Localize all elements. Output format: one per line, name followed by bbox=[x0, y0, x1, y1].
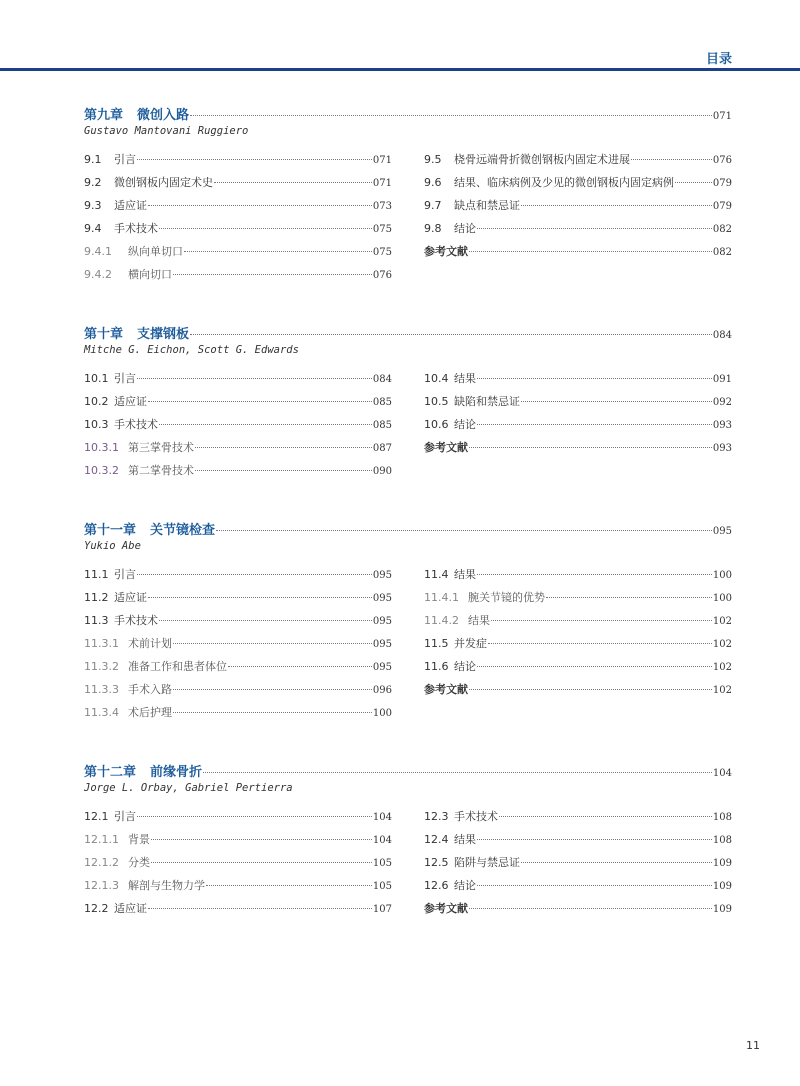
dot-leader bbox=[173, 643, 372, 644]
dot-leader bbox=[195, 447, 372, 448]
section-number: 10.5 bbox=[424, 395, 449, 408]
toc-entry[interactable] bbox=[424, 220, 732, 243]
section-number: 11.3 bbox=[84, 614, 109, 627]
dot-leader bbox=[631, 159, 712, 160]
toc-entry[interactable] bbox=[424, 566, 732, 589]
toc-entry[interactable] bbox=[424, 393, 732, 416]
dot-leader bbox=[159, 424, 372, 425]
section-page: 079 bbox=[712, 201, 732, 212]
section-title: 手术技术 bbox=[454, 810, 498, 823]
dot-leader bbox=[491, 620, 712, 621]
chapter-heading[interactable] bbox=[84, 104, 732, 122]
toc-entry[interactable] bbox=[424, 197, 732, 220]
section-page: 104 bbox=[372, 812, 392, 823]
section-number: 9.8 bbox=[424, 222, 442, 235]
toc-entry[interactable] bbox=[84, 900, 392, 923]
dot-leader bbox=[137, 378, 372, 379]
dot-leader bbox=[228, 666, 372, 667]
section-title: 并发症 bbox=[454, 637, 487, 650]
section-number: 12.3 bbox=[424, 810, 449, 823]
section-page: 075 bbox=[372, 247, 392, 258]
chapter-title: 支撑钢板 bbox=[137, 327, 190, 342]
section-number: 11.2 bbox=[84, 591, 109, 604]
section-page: 095 bbox=[372, 616, 392, 627]
section-page: 075 bbox=[372, 224, 392, 235]
dot-leader bbox=[137, 816, 372, 817]
chapter-authors: Gustavo Mantovani Ruggiero bbox=[84, 125, 249, 137]
dot-leader bbox=[137, 159, 372, 160]
toc-entry[interactable] bbox=[424, 635, 732, 658]
section-number: 11.3.2 bbox=[84, 660, 119, 673]
section-title: 适应证 bbox=[114, 902, 147, 915]
chapter-authors: Jorge L. Orbay, Gabriel Pertierra bbox=[84, 782, 293, 794]
section-number: 11.3.4 bbox=[84, 706, 119, 719]
section-title: 引言 bbox=[114, 372, 136, 385]
chapter-title: 微创入路 bbox=[137, 108, 190, 123]
dot-leader bbox=[173, 712, 372, 713]
section-number: 10.3 bbox=[84, 418, 109, 431]
section-title: 缺点和禁忌证 bbox=[454, 199, 520, 212]
section-page: 100 bbox=[712, 570, 732, 581]
section-page: 076 bbox=[712, 155, 732, 166]
chapter-title: 前缘骨折 bbox=[150, 765, 203, 780]
toc-entry[interactable] bbox=[84, 566, 392, 589]
section-page: 085 bbox=[372, 420, 392, 431]
section-page: 093 bbox=[712, 420, 732, 431]
section-title: 第三掌骨技术 bbox=[128, 441, 194, 454]
toc-entry[interactable] bbox=[424, 808, 732, 831]
section-title: 引言 bbox=[114, 153, 136, 166]
dot-leader bbox=[477, 885, 712, 886]
section-page: 108 bbox=[712, 812, 732, 823]
section-title: 结论 bbox=[454, 879, 476, 892]
section-page: 109 bbox=[712, 904, 732, 915]
dot-leader bbox=[521, 205, 712, 206]
toc-column-right bbox=[424, 566, 732, 727]
dot-leader bbox=[214, 182, 372, 183]
dot-leader bbox=[184, 251, 372, 252]
dot-leader bbox=[216, 530, 712, 531]
section-page: 102 bbox=[712, 616, 732, 627]
dot-leader bbox=[675, 182, 712, 183]
section-title: 横向切口 bbox=[128, 268, 172, 281]
chapter-heading[interactable] bbox=[84, 323, 732, 341]
section-title: 桡骨远端骨折微创钢板内固定术进展 bbox=[454, 153, 630, 166]
chapter-number: 第十一章 bbox=[84, 523, 137, 538]
section-title: 引言 bbox=[114, 568, 136, 581]
section-title: 手术入路 bbox=[128, 683, 172, 696]
toc-entry[interactable] bbox=[84, 808, 392, 831]
section-title: 手术技术 bbox=[114, 418, 158, 431]
chapter-authors: Yukio Abe bbox=[84, 540, 141, 552]
section-number: 10.2 bbox=[84, 395, 109, 408]
section-title: 陷阱与禁忌证 bbox=[454, 856, 520, 869]
chapter-page: 071 bbox=[712, 111, 732, 122]
section-number: 12.1.3 bbox=[84, 879, 119, 892]
section-title: 手术技术 bbox=[114, 614, 158, 627]
section-number: 9.5 bbox=[424, 153, 442, 166]
section-title: 参考文献 bbox=[424, 441, 468, 454]
section-number: 11.3.3 bbox=[84, 683, 119, 696]
dot-leader bbox=[173, 689, 372, 690]
toc-entry[interactable] bbox=[84, 704, 392, 727]
toc-entry[interactable] bbox=[424, 370, 732, 393]
toc-column-left bbox=[84, 808, 392, 923]
section-title: 参考文献 bbox=[424, 902, 468, 915]
dot-leader bbox=[521, 862, 712, 863]
dot-leader bbox=[469, 689, 712, 690]
section-number: 11.1 bbox=[84, 568, 109, 581]
section-number: 11.5 bbox=[424, 637, 449, 650]
section-title: 结果、临床病例及少见的微创钢板内固定病例 bbox=[454, 176, 674, 189]
section-page: 076 bbox=[372, 270, 392, 281]
section-title: 参考文献 bbox=[424, 245, 468, 258]
dot-leader bbox=[148, 597, 372, 598]
section-title: 适应证 bbox=[114, 199, 147, 212]
dot-leader bbox=[477, 574, 712, 575]
toc-entry[interactable] bbox=[424, 658, 732, 681]
chapter-block bbox=[84, 519, 732, 727]
section-title: 参考文献 bbox=[424, 683, 468, 696]
toc-entry[interactable] bbox=[84, 462, 392, 485]
toc-column-right bbox=[424, 370, 732, 485]
section-title: 结果 bbox=[454, 568, 476, 581]
section-page: 084 bbox=[372, 374, 392, 385]
toc-entry[interactable] bbox=[84, 220, 392, 243]
toc-column-left bbox=[84, 370, 392, 485]
section-page: 109 bbox=[712, 858, 732, 869]
section-page: 087 bbox=[372, 443, 392, 454]
toc-entry[interactable] bbox=[84, 612, 392, 635]
toc-column-right bbox=[424, 808, 732, 923]
dot-leader bbox=[469, 908, 712, 909]
dot-leader bbox=[159, 620, 372, 621]
chapter-heading[interactable] bbox=[84, 519, 732, 537]
toc-entry[interactable] bbox=[424, 831, 732, 854]
section-title: 准备工作和患者体位 bbox=[128, 660, 227, 673]
dot-leader bbox=[546, 597, 712, 598]
section-page: 071 bbox=[372, 155, 392, 166]
toc-entry[interactable] bbox=[424, 416, 732, 439]
section-page: 095 bbox=[372, 593, 392, 604]
section-number: 12.6 bbox=[424, 879, 449, 892]
section-title: 纵向单切口 bbox=[128, 245, 183, 258]
chapter-block bbox=[84, 104, 732, 289]
section-number: 11.6 bbox=[424, 660, 449, 673]
section-number: 12.2 bbox=[84, 902, 109, 915]
dot-leader bbox=[203, 772, 712, 773]
section-page: 095 bbox=[372, 570, 392, 581]
toc-entry[interactable] bbox=[84, 151, 392, 174]
section-title: 结果 bbox=[468, 614, 490, 627]
chapter-page: 095 bbox=[712, 526, 732, 537]
section-number: 9.7 bbox=[424, 199, 442, 212]
section-page: 091 bbox=[712, 374, 732, 385]
section-page: 105 bbox=[372, 858, 392, 869]
chapter-block bbox=[84, 323, 732, 485]
toc-entry[interactable] bbox=[424, 589, 732, 612]
toc-entry[interactable] bbox=[424, 612, 732, 635]
toc-entry[interactable] bbox=[84, 416, 392, 439]
section-number: 10.1 bbox=[84, 372, 109, 385]
section-title: 第二掌骨技术 bbox=[128, 464, 194, 477]
dot-leader bbox=[477, 424, 712, 425]
section-number: 9.4.1 bbox=[84, 245, 112, 258]
section-page: 095 bbox=[372, 662, 392, 673]
section-title: 手术技术 bbox=[114, 222, 158, 235]
references-entry[interactable] bbox=[424, 439, 732, 462]
dot-leader bbox=[151, 839, 372, 840]
section-page: 071 bbox=[372, 178, 392, 189]
dot-leader bbox=[137, 574, 372, 575]
section-number: 11.4 bbox=[424, 568, 449, 581]
toc-entry[interactable] bbox=[84, 197, 392, 220]
toc-column-left bbox=[84, 566, 392, 727]
dot-leader bbox=[195, 470, 372, 471]
references-entry[interactable] bbox=[424, 900, 732, 923]
dot-leader bbox=[173, 274, 372, 275]
chapter-number: 第九章 bbox=[84, 108, 124, 123]
section-page: 073 bbox=[372, 201, 392, 212]
section-number: 12.4 bbox=[424, 833, 449, 846]
section-page: 092 bbox=[712, 397, 732, 408]
section-page: 104 bbox=[372, 835, 392, 846]
section-title: 微创钢板内固定术史 bbox=[114, 176, 213, 189]
toc-entry[interactable] bbox=[84, 589, 392, 612]
section-number: 11.3.1 bbox=[84, 637, 119, 650]
section-title: 结果 bbox=[454, 833, 476, 846]
dot-leader bbox=[499, 816, 712, 817]
chapter-page: 084 bbox=[712, 330, 732, 341]
dot-leader bbox=[469, 251, 712, 252]
section-title: 引言 bbox=[114, 810, 136, 823]
section-number: 10.6 bbox=[424, 418, 449, 431]
dot-leader bbox=[190, 334, 712, 335]
page-number: 11 bbox=[746, 1039, 760, 1052]
section-number: 10.3.1 bbox=[84, 441, 119, 454]
section-page: 102 bbox=[712, 662, 732, 673]
toc-column-left bbox=[84, 151, 392, 289]
toc-entry[interactable] bbox=[84, 174, 392, 197]
chapter-page: 104 bbox=[712, 768, 732, 779]
dot-leader bbox=[148, 401, 372, 402]
dot-leader bbox=[206, 885, 372, 886]
section-title: 结论 bbox=[454, 660, 476, 673]
section-number: 9.1 bbox=[84, 153, 102, 166]
section-page: 079 bbox=[712, 178, 732, 189]
section-page: 102 bbox=[712, 685, 732, 696]
dot-leader bbox=[148, 205, 372, 206]
section-number: 9.4 bbox=[84, 222, 102, 235]
toc-entry[interactable] bbox=[424, 877, 732, 900]
references-entry[interactable] bbox=[424, 243, 732, 266]
section-title: 术后护理 bbox=[128, 706, 172, 719]
section-title: 术前计划 bbox=[128, 637, 172, 650]
dot-leader bbox=[477, 228, 712, 229]
dot-leader bbox=[151, 862, 372, 863]
toc-entry[interactable] bbox=[84, 439, 392, 462]
section-title: 目录 bbox=[705, 52, 732, 67]
chapter-heading[interactable] bbox=[84, 761, 732, 779]
section-title: 解剖与生物力学 bbox=[128, 879, 205, 892]
section-number: 12.5 bbox=[424, 856, 449, 869]
section-number: 10.3.2 bbox=[84, 464, 119, 477]
section-title: 腕关节镜的优势 bbox=[468, 591, 545, 604]
section-page: 082 bbox=[712, 224, 732, 235]
section-number: 9.2 bbox=[84, 176, 102, 189]
section-number: 11.4.1 bbox=[424, 591, 459, 604]
dot-leader bbox=[477, 839, 712, 840]
section-number: 11.4.2 bbox=[424, 614, 459, 627]
toc-entry[interactable] bbox=[84, 681, 392, 704]
section-title: 适应证 bbox=[114, 395, 147, 408]
section-title: 背景 bbox=[128, 833, 150, 846]
toc-entry[interactable] bbox=[84, 635, 392, 658]
section-number: 12.1 bbox=[84, 810, 109, 823]
chapter-authors: Mitche G. Eichon, Scott G. Edwards bbox=[84, 344, 299, 356]
section-page: 100 bbox=[712, 593, 732, 604]
section-page: 090 bbox=[372, 466, 392, 477]
section-page: 108 bbox=[712, 835, 732, 846]
toc-entry[interactable] bbox=[84, 854, 392, 877]
section-number: 10.4 bbox=[424, 372, 449, 385]
section-number: 9.6 bbox=[424, 176, 442, 189]
toc-entry[interactable] bbox=[84, 658, 392, 681]
dot-leader bbox=[477, 666, 712, 667]
references-entry[interactable] bbox=[424, 681, 732, 704]
toc-entry[interactable] bbox=[424, 174, 732, 197]
toc-entry[interactable] bbox=[84, 877, 392, 900]
toc-entry[interactable] bbox=[84, 266, 392, 289]
section-number: 12.1.2 bbox=[84, 856, 119, 869]
dot-leader bbox=[148, 908, 372, 909]
section-title: 适应证 bbox=[114, 591, 147, 604]
section-title: 缺陷和禁忌证 bbox=[454, 395, 520, 408]
toc-entry[interactable] bbox=[424, 854, 732, 877]
toc-entry[interactable] bbox=[84, 393, 392, 416]
dot-leader bbox=[159, 228, 372, 229]
section-title: 结论 bbox=[454, 418, 476, 431]
section-page: 093 bbox=[712, 443, 732, 454]
toc-entry[interactable] bbox=[424, 151, 732, 174]
chapter-block bbox=[84, 761, 732, 923]
section-page: 095 bbox=[372, 639, 392, 650]
chapter-number: 第十章 bbox=[84, 327, 124, 342]
section-page: 105 bbox=[372, 881, 392, 892]
dot-leader bbox=[521, 401, 712, 402]
toc-entry[interactable] bbox=[84, 370, 392, 393]
header-rule bbox=[0, 68, 800, 71]
section-title: 分类 bbox=[128, 856, 150, 869]
section-page: 107 bbox=[372, 904, 392, 915]
section-number: 12.1.1 bbox=[84, 833, 119, 846]
chapter-number: 第十二章 bbox=[84, 765, 137, 780]
toc-entry[interactable] bbox=[84, 831, 392, 854]
chapter-title: 关节镜检查 bbox=[150, 523, 216, 538]
dot-leader bbox=[477, 378, 712, 379]
section-number: 9.3 bbox=[84, 199, 102, 212]
dot-leader bbox=[469, 447, 712, 448]
section-title: 结果 bbox=[454, 372, 476, 385]
section-page: 096 bbox=[372, 685, 392, 696]
section-page: 109 bbox=[712, 881, 732, 892]
section-page: 100 bbox=[372, 708, 392, 719]
section-page: 102 bbox=[712, 639, 732, 650]
section-page: 085 bbox=[372, 397, 392, 408]
toc-entry[interactable] bbox=[84, 243, 392, 266]
section-page: 082 bbox=[712, 247, 732, 258]
section-title: 结论 bbox=[454, 222, 476, 235]
dot-leader bbox=[190, 115, 712, 116]
dot-leader bbox=[488, 643, 712, 644]
toc-column-right bbox=[424, 151, 732, 289]
section-number: 9.4.2 bbox=[84, 268, 112, 281]
